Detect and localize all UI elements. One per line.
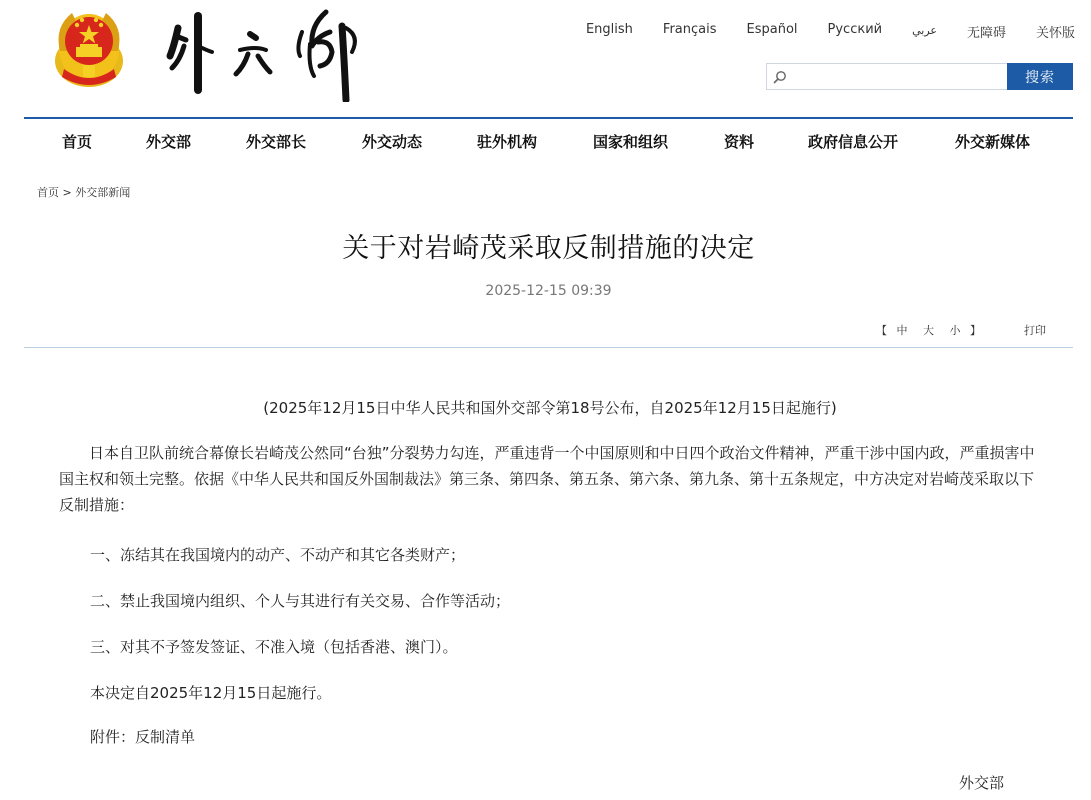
nav-item-minister[interactable]: 外交部长 — [246, 133, 307, 151]
ministry-calligraphy-logo[interactable] — [160, 6, 365, 102]
accessibility-link[interactable]: 无障碍 — [966, 26, 1006, 41]
article-date: 2025-12-15 09:39 — [485, 283, 612, 299]
language-links — [556, 22, 1075, 41]
site-header — [0, 0, 1091, 118]
article-intro-paragraph: 日本自卫队前统合幕僚长岩崎茂公然同“台独”分裂势力勾连，严重违背一个中国原则和中日四个政治文件精神，严重干涉中国内政，严重损害中国主权和领土完整。依据《中华人民共和国反外国制裁法》第三条、第四条、第五条、第六条、第九条、第十五条规定，中方决定对岩崎茂采取以下反制措施： — [59, 444, 1035, 514]
breadcrumb-separator: > — [62, 186, 72, 199]
nav-item-countries-organizations[interactable]: 国家和组织 — [593, 133, 669, 151]
lang-arabic[interactable]: عربي — [912, 24, 937, 37]
font-controls-open-bracket: 【 — [876, 324, 887, 337]
breadcrumb — [37, 184, 130, 200]
print-link[interactable]: 打印 — [1024, 324, 1046, 337]
font-size-large[interactable]: 中 — [896, 324, 908, 337]
measure-item-3: 三、对其不予签发签证、不准入境（包括香港、澳门）。 — [90, 638, 458, 656]
lang-russian[interactable]: Русский — [827, 22, 883, 37]
attachment-link[interactable]: 附件：反制清单 — [90, 728, 196, 746]
search-input[interactable] — [767, 64, 1007, 89]
font-size-medium[interactable]: 大 — [923, 324, 934, 337]
article-header-divider — [24, 347, 1073, 348]
article-signature: 外交部 — [959, 774, 1005, 792]
lang-french[interactable]: Français — [662, 22, 717, 37]
measure-item-1: 一、冻结其在我国境内的动产、不动产和其它各类财产； — [90, 546, 466, 564]
nav-item-gov-info-disclosure[interactable]: 政府信息公开 — [808, 133, 899, 151]
elderly-care-mode-link[interactable]: 关怀版 — [1035, 26, 1075, 41]
article-title: 关于对岩崎茂采取反制措施的决定 — [342, 233, 755, 264]
nav-item-diplomatic-news[interactable]: 外交动态 — [362, 133, 423, 151]
nav-item-missions-abroad[interactable]: 驻外机构 — [477, 133, 538, 151]
breadcrumb-current[interactable]: 外交部新闻 — [75, 186, 131, 199]
breadcrumb-home[interactable]: 首页 — [37, 186, 59, 199]
search-bar — [766, 63, 1073, 90]
search-box — [766, 63, 1007, 90]
nav-item-home[interactable]: 首页 — [62, 133, 93, 151]
measure-item-2: 二、禁止我国境内组织、个人与其进行有关交易、合作等活动； — [90, 592, 511, 610]
lang-spanish[interactable]: Español — [746, 22, 798, 37]
nav-item-resources[interactable]: 资料 — [724, 133, 755, 151]
effective-date-paragraph: 本决定自2025年12月15日起施行。 — [90, 684, 332, 702]
nav-item-ministry[interactable]: 外交部 — [146, 133, 192, 151]
search-button[interactable]: 搜索 — [1007, 63, 1073, 90]
font-controls-close-bracket: 】 — [970, 324, 981, 337]
national-emblem-icon[interactable] — [50, 3, 128, 89]
lang-english[interactable]: English — [585, 22, 633, 37]
magnifier-icon — [773, 70, 787, 84]
nav-item-new-media[interactable]: 外交新媒体 — [955, 133, 1031, 151]
font-size-small[interactable]: 小 — [949, 324, 961, 337]
main-nav — [24, 119, 1073, 164]
article-lead: (2025年12月15日中华人民共和国外交部令第18号公布，自2025年12月15日起施行) — [263, 399, 837, 417]
font-size-controls — [876, 322, 981, 338]
